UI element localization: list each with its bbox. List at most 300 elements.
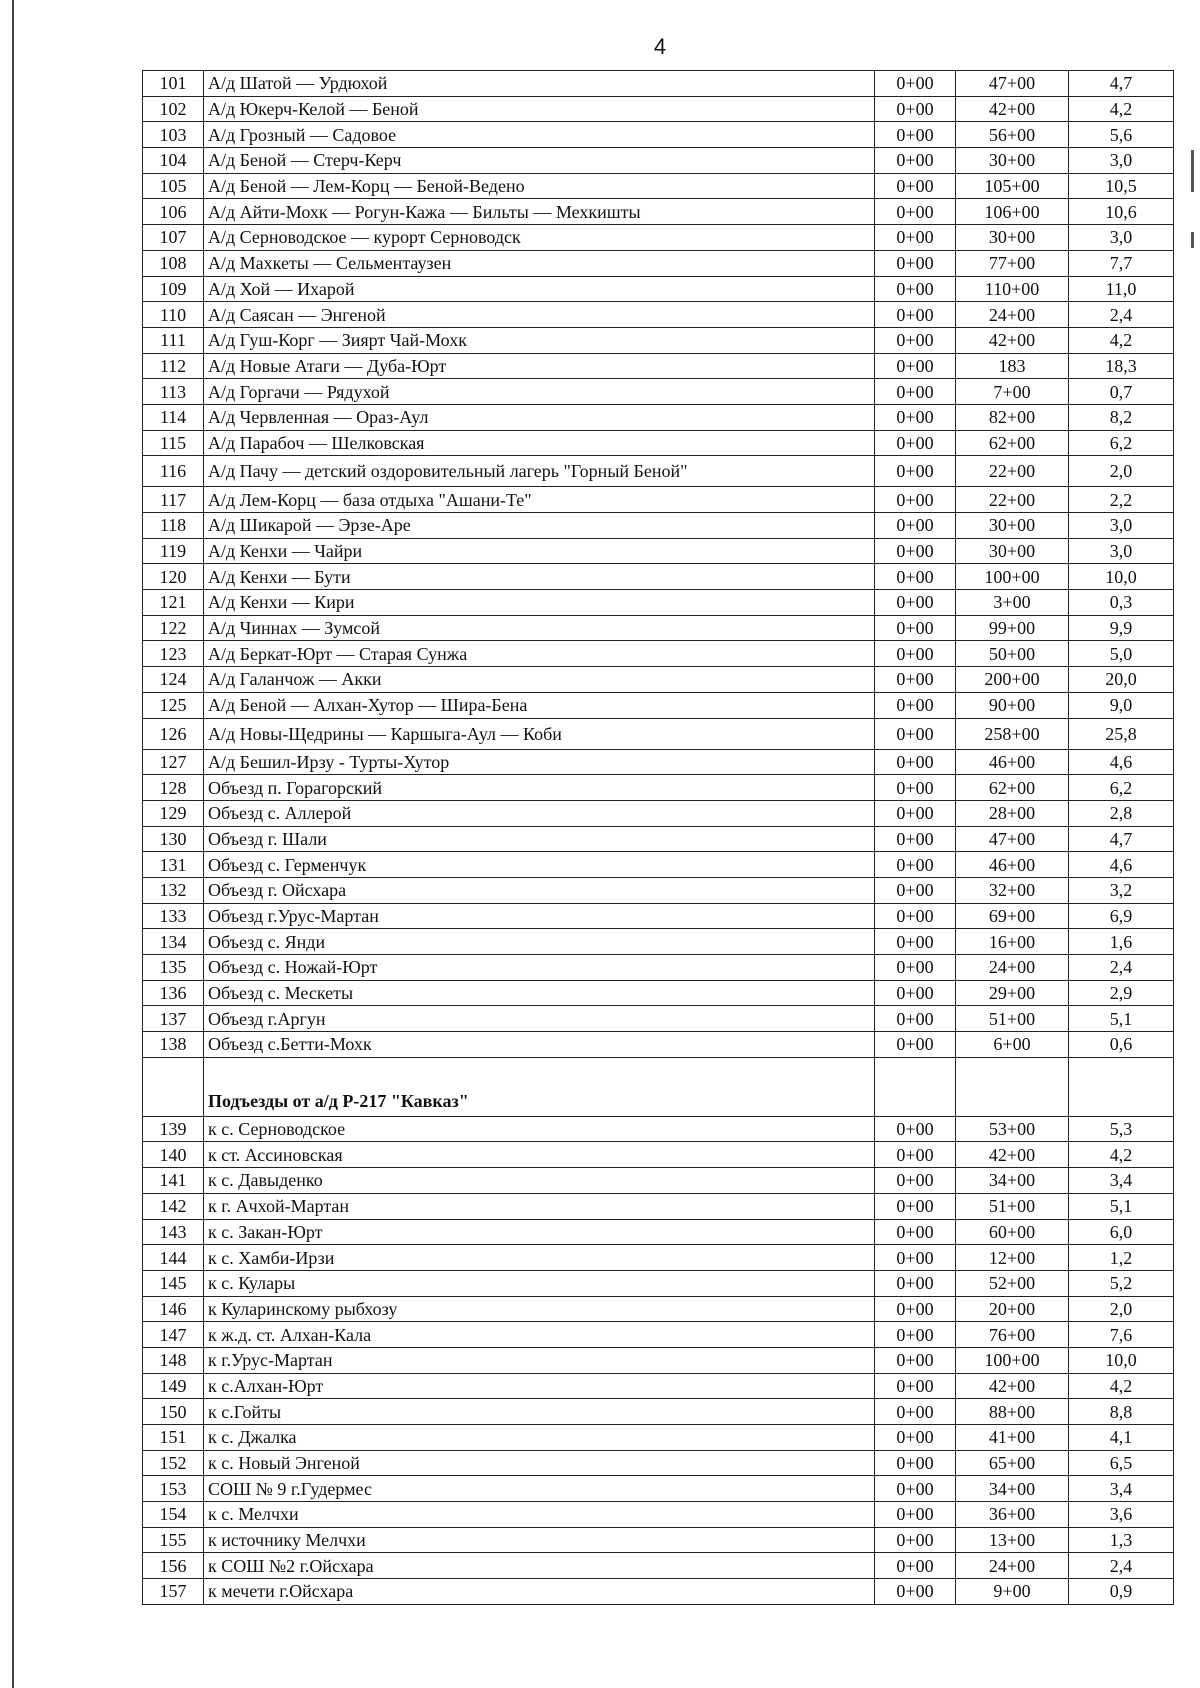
start-chainage-cell: 0+00 xyxy=(875,1245,956,1271)
road-name-cell: Объезд г. Ойсхара xyxy=(204,877,875,903)
table-row xyxy=(143,1219,1174,1245)
table-row xyxy=(143,775,1174,801)
length-km-cell: 2,2 xyxy=(1069,487,1174,513)
end-chainage-cell: 3+00 xyxy=(956,590,1069,616)
table-row xyxy=(143,667,1174,693)
road-name-cell: А/д Грозный — Садовое xyxy=(204,122,875,148)
start-chainage-cell: 0+00 xyxy=(875,456,956,487)
row-number-cell: 119 xyxy=(143,538,204,564)
row-number-cell: 126 xyxy=(143,718,204,749)
row-number-cell: 150 xyxy=(143,1399,204,1425)
row-number-cell: 143 xyxy=(143,1219,204,1245)
scan-mark xyxy=(1191,232,1194,248)
table-row xyxy=(143,1322,1174,1348)
start-chainage-cell: 0+00 xyxy=(875,353,956,379)
road-name-cell: А/д Чиннах — Зумсой xyxy=(204,615,875,641)
row-number-cell: 112 xyxy=(143,353,204,379)
end-chainage-cell: 42+00 xyxy=(956,96,1069,122)
length-km-cell: 6,5 xyxy=(1069,1450,1174,1476)
end-chainage-cell: 53+00 xyxy=(956,1116,1069,1142)
end-chainage-cell: 76+00 xyxy=(956,1322,1069,1348)
length-km-cell: 25,8 xyxy=(1069,718,1174,749)
table-row xyxy=(143,1579,1174,1605)
row-number-cell: 122 xyxy=(143,615,204,641)
road-name-cell: А/д Серноводское — курорт Серноводск xyxy=(204,225,875,251)
end-chainage-cell: 30+00 xyxy=(956,513,1069,539)
length-km-cell: 3,4 xyxy=(1069,1476,1174,1502)
start-chainage-cell: 0+00 xyxy=(875,826,956,852)
row-number-cell: 136 xyxy=(143,980,204,1006)
road-name-cell: к с.Алхан-Юрт xyxy=(204,1373,875,1399)
table-row xyxy=(143,199,1174,225)
length-km-cell: 18,3 xyxy=(1069,353,1174,379)
start-chainage-cell: 0+00 xyxy=(875,538,956,564)
end-chainage-cell: 100+00 xyxy=(956,564,1069,590)
length-km-cell: 3,0 xyxy=(1069,225,1174,251)
end-chainage-cell: 69+00 xyxy=(956,903,1069,929)
length-km-cell: 3,2 xyxy=(1069,877,1174,903)
end-chainage-cell: 7+00 xyxy=(956,379,1069,405)
table-row xyxy=(143,692,1174,718)
row-number-cell: 155 xyxy=(143,1527,204,1553)
page-number: 4 xyxy=(653,34,667,59)
table-row xyxy=(143,487,1174,513)
start-chainage-cell: 0+00 xyxy=(875,980,956,1006)
length-km-cell: 9,9 xyxy=(1069,615,1174,641)
table-row xyxy=(143,1032,1174,1058)
road-name-cell: А/д Кенхи — Чайри xyxy=(204,538,875,564)
table-row xyxy=(143,71,1174,97)
end-chainage-cell: 16+00 xyxy=(956,929,1069,955)
start-chainage-cell: 0+00 xyxy=(875,1425,956,1451)
end-chainage-cell: 32+00 xyxy=(956,877,1069,903)
length-km-cell: 0,7 xyxy=(1069,379,1174,405)
end-chainage-cell: 13+00 xyxy=(956,1527,1069,1553)
table-row xyxy=(143,1553,1174,1579)
length-km-cell: 2,4 xyxy=(1069,955,1174,981)
row-number-cell: 139 xyxy=(143,1116,204,1142)
start-chainage-cell: 0+00 xyxy=(875,1296,956,1322)
length-km-cell: 4,2 xyxy=(1069,327,1174,353)
road-name-cell: Объезд с. Герменчук xyxy=(204,852,875,878)
road-name-cell: А/д Шикарой — Эрзе-Аре xyxy=(204,513,875,539)
start-chainage-cell: 0+00 xyxy=(875,487,956,513)
end-chainage-cell: 42+00 xyxy=(956,327,1069,353)
end-chainage-cell: 99+00 xyxy=(956,615,1069,641)
length-km-cell: 0,6 xyxy=(1069,1032,1174,1058)
end-chainage-cell: 6+00 xyxy=(956,1032,1069,1058)
row-number-cell: 120 xyxy=(143,564,204,590)
table-row xyxy=(143,1006,1174,1032)
table-row xyxy=(143,615,1174,641)
row-number-cell: 103 xyxy=(143,122,204,148)
road-name-cell: А/д Айти-Мохк — Рогун-Кажа — Бильты — Мехкишты xyxy=(204,199,875,225)
row-number-cell: 132 xyxy=(143,877,204,903)
row-number-cell: 149 xyxy=(143,1373,204,1399)
end-chainage-cell: 30+00 xyxy=(956,538,1069,564)
row-number-cell: 107 xyxy=(143,225,204,251)
length-km-cell: 10,0 xyxy=(1069,564,1174,590)
roads-table xyxy=(142,70,1174,1605)
row-number-cell: 109 xyxy=(143,276,204,302)
length-km-cell: 10,6 xyxy=(1069,199,1174,225)
length-km-cell: 2,0 xyxy=(1069,1296,1174,1322)
end-chainage-cell: 24+00 xyxy=(956,302,1069,328)
row-number-cell: 115 xyxy=(143,430,204,456)
row-number-cell: 129 xyxy=(143,800,204,826)
road-name-cell: А/д Пачу — детский оздоровительный лагерь "Горный Беной" xyxy=(204,456,875,487)
table-row xyxy=(143,1527,1174,1553)
table-row xyxy=(143,122,1174,148)
row-number-cell: 156 xyxy=(143,1553,204,1579)
table-row xyxy=(143,929,1174,955)
row-number-cell: 128 xyxy=(143,775,204,801)
road-name-cell: к с. Кулары xyxy=(204,1270,875,1296)
scan-mark xyxy=(1191,150,1194,192)
row-number-cell: 153 xyxy=(143,1476,204,1502)
table-row xyxy=(143,1502,1174,1528)
start-chainage-cell xyxy=(875,1057,956,1116)
start-chainage-cell: 0+00 xyxy=(875,302,956,328)
start-chainage-cell: 0+00 xyxy=(875,1553,956,1579)
start-chainage-cell: 0+00 xyxy=(875,250,956,276)
table-row xyxy=(143,1142,1174,1168)
row-number-cell: 154 xyxy=(143,1502,204,1528)
length-km-cell: 9,0 xyxy=(1069,692,1174,718)
road-name-cell: Объезд г. Шали xyxy=(204,826,875,852)
end-chainage-cell: 28+00 xyxy=(956,800,1069,826)
road-name-cell: А/д Галанчож — Акки xyxy=(204,667,875,693)
road-name-cell: к с. Хамби-Ирзи xyxy=(204,1245,875,1271)
table-row xyxy=(143,513,1174,539)
road-name-cell: Объезд с.Бетти-Мохк xyxy=(204,1032,875,1058)
road-name-cell: А/д Червленная — Ораз-Аул xyxy=(204,404,875,430)
length-km-cell: 3,0 xyxy=(1069,538,1174,564)
end-chainage-cell: 30+00 xyxy=(956,148,1069,174)
end-chainage-cell: 105+00 xyxy=(956,173,1069,199)
length-km-cell: 5,6 xyxy=(1069,122,1174,148)
length-km-cell: 6,0 xyxy=(1069,1219,1174,1245)
road-name-cell: А/д Гуш-Корг — Зиярт Чай-Мохк xyxy=(204,327,875,353)
start-chainage-cell: 0+00 xyxy=(875,1450,956,1476)
row-number-cell: 114 xyxy=(143,404,204,430)
length-km-cell: 1,6 xyxy=(1069,929,1174,955)
length-km-cell: 7,6 xyxy=(1069,1322,1174,1348)
end-chainage-cell: 50+00 xyxy=(956,641,1069,667)
road-name-cell: к СОШ №2 г.Ойсхара xyxy=(204,1553,875,1579)
start-chainage-cell: 0+00 xyxy=(875,1322,956,1348)
end-chainage-cell: 12+00 xyxy=(956,1245,1069,1271)
end-chainage-cell: 56+00 xyxy=(956,122,1069,148)
start-chainage-cell: 0+00 xyxy=(875,615,956,641)
length-km-cell: 1,2 xyxy=(1069,1245,1174,1271)
row-number-cell: 135 xyxy=(143,955,204,981)
start-chainage-cell: 0+00 xyxy=(875,71,956,97)
start-chainage-cell: 0+00 xyxy=(875,96,956,122)
end-chainage-cell: 42+00 xyxy=(956,1373,1069,1399)
start-chainage-cell: 0+00 xyxy=(875,225,956,251)
row-number-cell: 104 xyxy=(143,148,204,174)
row-number-cell: 101 xyxy=(143,71,204,97)
table-row xyxy=(143,379,1174,405)
road-name-cell: А/д Беной — Стерч-Керч xyxy=(204,148,875,174)
length-km-cell: 4,1 xyxy=(1069,1425,1174,1451)
table-row xyxy=(143,404,1174,430)
end-chainage-cell: 24+00 xyxy=(956,955,1069,981)
length-km-cell: 6,2 xyxy=(1069,775,1174,801)
start-chainage-cell: 0+00 xyxy=(875,1347,956,1373)
row-number-cell: 141 xyxy=(143,1168,204,1194)
road-name-cell: А/д Беной — Лем-Корц — Беной-Ведено xyxy=(204,173,875,199)
road-name-cell: к с. Давыденко xyxy=(204,1168,875,1194)
length-km-cell: 5,1 xyxy=(1069,1006,1174,1032)
start-chainage-cell: 0+00 xyxy=(875,800,956,826)
length-km-cell: 3,0 xyxy=(1069,148,1174,174)
row-number-cell: 118 xyxy=(143,513,204,539)
road-name-cell: Подъезды от а/д Р-217 "Кавказ" xyxy=(204,1057,875,1116)
row-number-cell: 113 xyxy=(143,379,204,405)
length-km-cell: 3,4 xyxy=(1069,1168,1174,1194)
end-chainage-cell: 30+00 xyxy=(956,225,1069,251)
road-name-cell: А/д Кенхи — Кири xyxy=(204,590,875,616)
length-km-cell: 2,0 xyxy=(1069,456,1174,487)
table-row xyxy=(143,430,1174,456)
road-name-cell: А/д Юкерч-Келой — Беной xyxy=(204,96,875,122)
length-km-cell: 2,9 xyxy=(1069,980,1174,1006)
table-row xyxy=(143,1193,1174,1219)
table-row xyxy=(143,1450,1174,1476)
road-name-cell: А/д Махкеты — Сельментаузен xyxy=(204,250,875,276)
start-chainage-cell: 0+00 xyxy=(875,852,956,878)
length-km-cell: 4,7 xyxy=(1069,826,1174,852)
length-km-cell: 5,1 xyxy=(1069,1193,1174,1219)
road-name-cell: А/д Новые Атаги — Дуба-Юрт xyxy=(204,353,875,379)
road-name-cell: к ст. Ассиновская xyxy=(204,1142,875,1168)
row-number-cell: 133 xyxy=(143,903,204,929)
row-number-cell: 124 xyxy=(143,667,204,693)
row-number-cell: 138 xyxy=(143,1032,204,1058)
length-km-cell: 5,2 xyxy=(1069,1270,1174,1296)
row-number-cell: 127 xyxy=(143,749,204,775)
table-row xyxy=(143,903,1174,929)
road-name-cell: к с. Серноводское xyxy=(204,1116,875,1142)
end-chainage-cell: 52+00 xyxy=(956,1270,1069,1296)
road-name-cell: А/д Лем-Корц — база отдыха "Ашани-Те" xyxy=(204,487,875,513)
length-km-cell: 4,6 xyxy=(1069,749,1174,775)
table-row xyxy=(143,641,1174,667)
start-chainage-cell: 0+00 xyxy=(875,692,956,718)
end-chainage-cell: 24+00 xyxy=(956,1553,1069,1579)
road-name-cell: А/д Шатой — Урдюхой xyxy=(204,71,875,97)
length-km-cell: 2,8 xyxy=(1069,800,1174,826)
length-km-cell: 4,2 xyxy=(1069,1373,1174,1399)
table-row xyxy=(143,353,1174,379)
start-chainage-cell: 0+00 xyxy=(875,1006,956,1032)
road-name-cell: А/д Бешил-Ирзу - Турты-Хутор xyxy=(204,749,875,775)
length-km-cell: 10,5 xyxy=(1069,173,1174,199)
table-row xyxy=(143,1399,1174,1425)
row-number-cell: 105 xyxy=(143,173,204,199)
table-row xyxy=(143,173,1174,199)
scan-edge-line xyxy=(12,0,14,1688)
table-row xyxy=(143,250,1174,276)
start-chainage-cell: 0+00 xyxy=(875,877,956,903)
table-row xyxy=(143,564,1174,590)
start-chainage-cell: 0+00 xyxy=(875,1373,956,1399)
table-row xyxy=(143,852,1174,878)
start-chainage-cell: 0+00 xyxy=(875,173,956,199)
road-name-cell: к ж.д. ст. Алхан-Кала xyxy=(204,1322,875,1348)
length-km-cell: 6,2 xyxy=(1069,430,1174,456)
start-chainage-cell: 0+00 xyxy=(875,276,956,302)
road-name-cell: к Куларинскому рыбхозу xyxy=(204,1296,875,1322)
table-row xyxy=(143,1245,1174,1271)
length-km-cell: 3,0 xyxy=(1069,513,1174,539)
start-chainage-cell: 0+00 xyxy=(875,955,956,981)
table-row xyxy=(143,148,1174,174)
road-name-cell: А/д Саясан — Энгеной xyxy=(204,302,875,328)
end-chainage-cell: 77+00 xyxy=(956,250,1069,276)
end-chainage-cell: 258+00 xyxy=(956,718,1069,749)
end-chainage-cell: 46+00 xyxy=(956,852,1069,878)
start-chainage-cell: 0+00 xyxy=(875,122,956,148)
table-row xyxy=(143,456,1174,487)
end-chainage-cell: 51+00 xyxy=(956,1006,1069,1032)
start-chainage-cell: 0+00 xyxy=(875,1579,956,1605)
start-chainage-cell: 0+00 xyxy=(875,1502,956,1528)
end-chainage-cell: 34+00 xyxy=(956,1168,1069,1194)
end-chainage-cell: 90+00 xyxy=(956,692,1069,718)
length-km-cell: 5,0 xyxy=(1069,641,1174,667)
table-row xyxy=(143,1296,1174,1322)
roads-table-body xyxy=(143,71,1174,1605)
start-chainage-cell: 0+00 xyxy=(875,929,956,955)
start-chainage-cell: 0+00 xyxy=(875,199,956,225)
road-name-cell: к мечети г.Ойсхара xyxy=(204,1579,875,1605)
end-chainage-cell: 106+00 xyxy=(956,199,1069,225)
start-chainage-cell: 0+00 xyxy=(875,641,956,667)
start-chainage-cell: 0+00 xyxy=(875,775,956,801)
start-chainage-cell: 0+00 xyxy=(875,327,956,353)
start-chainage-cell: 0+00 xyxy=(875,1399,956,1425)
length-km-cell: 4,2 xyxy=(1069,1142,1174,1168)
start-chainage-cell: 0+00 xyxy=(875,148,956,174)
table-row xyxy=(143,327,1174,353)
row-number-cell: 102 xyxy=(143,96,204,122)
row-number-cell xyxy=(143,1057,204,1116)
start-chainage-cell: 0+00 xyxy=(875,718,956,749)
row-number-cell: 116 xyxy=(143,456,204,487)
start-chainage-cell: 0+00 xyxy=(875,1270,956,1296)
row-number-cell: 148 xyxy=(143,1347,204,1373)
road-name-cell: СОШ № 9 г.Гудермес xyxy=(204,1476,875,1502)
length-km-cell: 8,2 xyxy=(1069,404,1174,430)
table-row xyxy=(143,955,1174,981)
table-row xyxy=(143,1347,1174,1373)
row-number-cell: 117 xyxy=(143,487,204,513)
road-name-cell: А/д Парабоч — Шелковская xyxy=(204,430,875,456)
length-km-cell: 8,8 xyxy=(1069,1399,1174,1425)
start-chainage-cell: 0+00 xyxy=(875,379,956,405)
road-name-cell: Объезд с. Мескеты xyxy=(204,980,875,1006)
start-chainage-cell: 0+00 xyxy=(875,564,956,590)
start-chainage-cell: 0+00 xyxy=(875,1032,956,1058)
start-chainage-cell: 0+00 xyxy=(875,749,956,775)
end-chainage-cell: 46+00 xyxy=(956,749,1069,775)
length-km-cell: 0,3 xyxy=(1069,590,1174,616)
end-chainage-cell: 60+00 xyxy=(956,1219,1069,1245)
length-km-cell: 4,7 xyxy=(1069,71,1174,97)
end-chainage-cell: 62+00 xyxy=(956,775,1069,801)
end-chainage-cell: 22+00 xyxy=(956,456,1069,487)
road-name-cell: Объезд г.Аргун xyxy=(204,1006,875,1032)
road-name-cell: Объезд п. Горагорский xyxy=(204,775,875,801)
start-chainage-cell: 0+00 xyxy=(875,1168,956,1194)
length-km-cell: 5,3 xyxy=(1069,1116,1174,1142)
row-number-cell: 108 xyxy=(143,250,204,276)
road-name-cell: к источнику Мелчхи xyxy=(204,1527,875,1553)
length-km-cell: 2,4 xyxy=(1069,1553,1174,1579)
start-chainage-cell: 0+00 xyxy=(875,903,956,929)
table-row xyxy=(143,225,1174,251)
road-name-cell: А/д Новы-Щедрины — Каршыга-Аул — Коби xyxy=(204,718,875,749)
length-km-cell: 6,9 xyxy=(1069,903,1174,929)
table-row xyxy=(143,1425,1174,1451)
start-chainage-cell: 0+00 xyxy=(875,667,956,693)
row-number-cell: 130 xyxy=(143,826,204,852)
road-name-cell: к с. Джалка xyxy=(204,1425,875,1451)
table-row xyxy=(143,1373,1174,1399)
end-chainage-cell: 41+00 xyxy=(956,1425,1069,1451)
end-chainage-cell: 110+00 xyxy=(956,276,1069,302)
table-row xyxy=(143,877,1174,903)
table-row xyxy=(143,980,1174,1006)
table-row xyxy=(143,302,1174,328)
road-name-cell: А/д Беркат-Юрт — Старая Сунжа xyxy=(204,641,875,667)
row-number-cell: 125 xyxy=(143,692,204,718)
row-number-cell: 157 xyxy=(143,1579,204,1605)
road-name-cell: А/д Беной — Алхан-Хутор — Шира-Бена xyxy=(204,692,875,718)
row-number-cell: 144 xyxy=(143,1245,204,1271)
end-chainage-cell: 34+00 xyxy=(956,1476,1069,1502)
length-km-cell: 10,0 xyxy=(1069,1347,1174,1373)
row-number-cell: 142 xyxy=(143,1193,204,1219)
road-name-cell: А/д Кенхи — Бути xyxy=(204,564,875,590)
end-chainage-cell: 62+00 xyxy=(956,430,1069,456)
length-km-cell: 2,4 xyxy=(1069,302,1174,328)
end-chainage-cell: 42+00 xyxy=(956,1142,1069,1168)
road-name-cell: А/д Хой — Ихарой xyxy=(204,276,875,302)
row-number-cell: 145 xyxy=(143,1270,204,1296)
row-number-cell: 106 xyxy=(143,199,204,225)
road-name-cell: Объезд г.Урус-Мартан xyxy=(204,903,875,929)
start-chainage-cell: 0+00 xyxy=(875,1527,956,1553)
table-row xyxy=(143,800,1174,826)
table-row xyxy=(143,590,1174,616)
length-km-cell: 20,0 xyxy=(1069,667,1174,693)
table-row xyxy=(143,276,1174,302)
road-name-cell: к г.Урус-Мартан xyxy=(204,1347,875,1373)
table-row xyxy=(143,749,1174,775)
length-km-cell: 1,3 xyxy=(1069,1527,1174,1553)
length-km-cell: 0,9 xyxy=(1069,1579,1174,1605)
road-name-cell: к с.Гойты xyxy=(204,1399,875,1425)
start-chainage-cell: 0+00 xyxy=(875,1142,956,1168)
row-number-cell: 131 xyxy=(143,852,204,878)
end-chainage-cell: 200+00 xyxy=(956,667,1069,693)
end-chainage-cell: 183 xyxy=(956,353,1069,379)
end-chainage-cell: 51+00 xyxy=(956,1193,1069,1219)
